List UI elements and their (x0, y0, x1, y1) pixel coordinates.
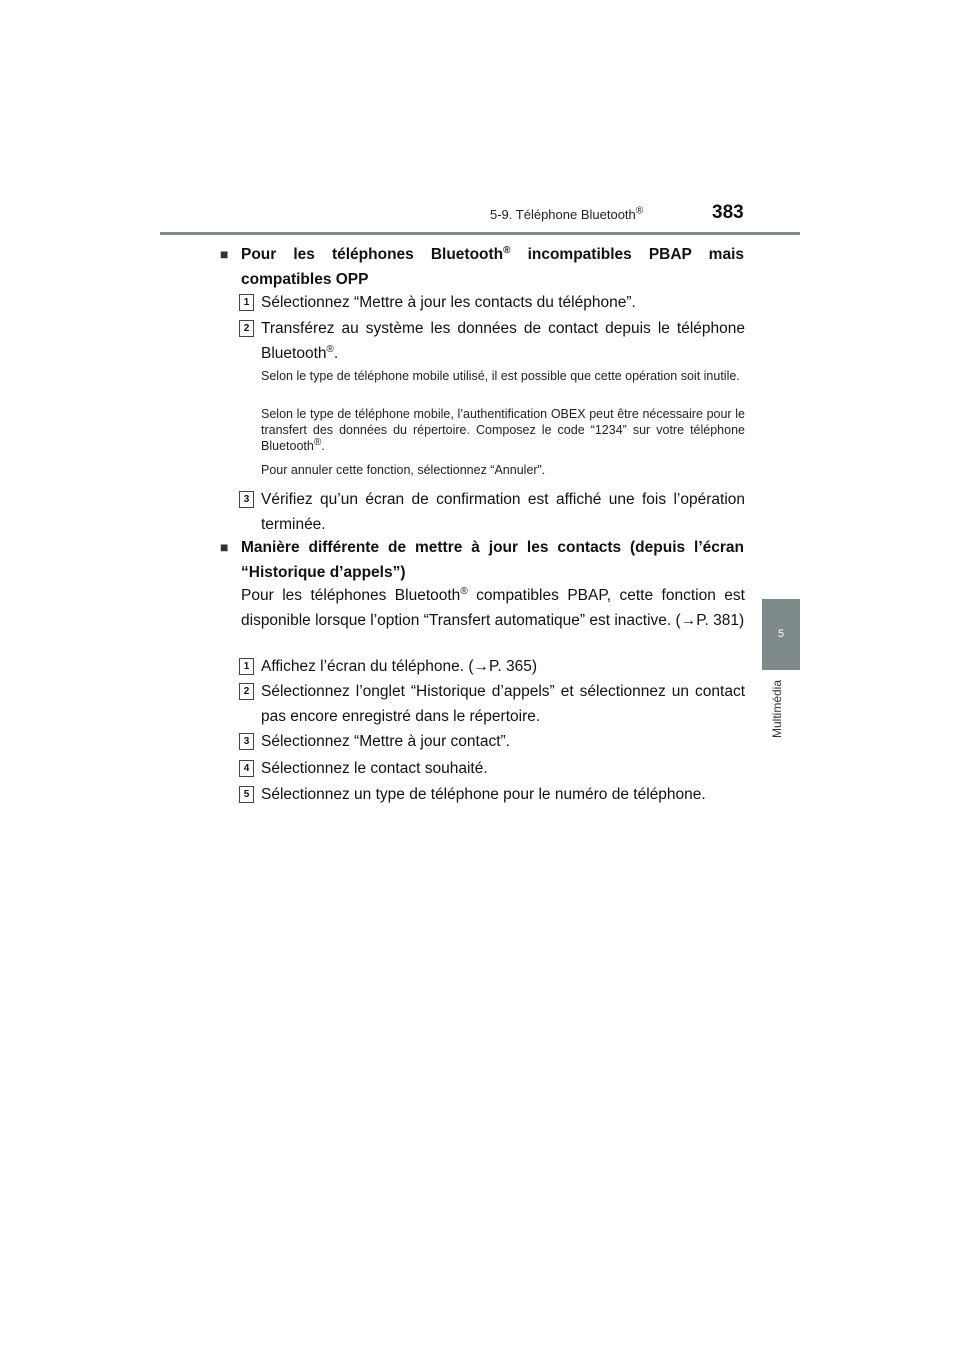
arrow-right-icon: → (473, 658, 490, 675)
square-bullet-icon: ■ (220, 246, 229, 262)
arrow-right-icon: → (680, 612, 697, 629)
step-number-badge: 5 (239, 786, 254, 803)
chapter-tab: 5 (762, 599, 800, 670)
step-item (239, 782, 745, 807)
registered-mark: ® (503, 244, 511, 256)
running-header (490, 207, 643, 222)
step-item (239, 290, 745, 315)
note-text: Selon le type de téléphone mobile, l’authentification OBEX peut être nécessaire pour le transfert des données du répertoire. Composez le code “1234” sur votre téléphone Bluetooth®. (261, 407, 745, 453)
registered-mark: ® (326, 343, 334, 355)
step-number-badge: 3 (239, 491, 254, 508)
step-item (239, 679, 745, 729)
step-number-badge: 2 (239, 320, 254, 337)
registered-mark: ® (460, 585, 468, 597)
step-number-badge: 1 (239, 294, 254, 311)
step-number-badge: 1 (239, 658, 254, 675)
section-heading-text: Manière différente de mettre à jour les contacts (depuis l’écran “Historique d’appels”) (241, 539, 744, 581)
note-text: Pour annuler cette fonction, sélectionnez “Annuler”. (261, 463, 546, 477)
step-text: Sélectionnez “Mettre à jour les contacts du téléphone”. (261, 294, 636, 311)
header-section-title: 5-9. Téléphone Bluetooth (490, 207, 636, 222)
step-item (239, 729, 745, 754)
chapter-title: Multimédia (770, 680, 784, 739)
step-item (239, 316, 745, 366)
registered-mark: ® (635, 205, 644, 217)
note-text: Selon le type de téléphone mobile utilisé, il est possible que cette opération soit inutile. (261, 369, 740, 383)
step-text: Sélectionnez l’onglet “Historique d’appels” et sélectionnez un contact pas encore enregistré dans le répertoire. (261, 683, 745, 725)
section-heading-history (222, 535, 744, 585)
step-item (239, 756, 745, 781)
header-rule (160, 232, 800, 235)
section-heading-text: Pour les téléphones Bluetooth® incompatibles PBAP mais compatibles OPP (241, 244, 744, 288)
step-text: Vérifiez qu’un écran de confirmation est affiché une fois l’opération terminée. (261, 491, 745, 533)
step-item (239, 487, 745, 537)
step-number-badge: 2 (239, 683, 254, 700)
square-bullet-icon: ■ (220, 539, 229, 555)
step-number-badge: 4 (239, 760, 254, 777)
step-item (239, 654, 745, 679)
registered-mark: ® (313, 436, 322, 448)
section-heading-opp (222, 242, 744, 292)
step-number-badge: 3 (239, 733, 254, 750)
intro-paragraph: Pour les téléphones Bluetooth® compatibles PBAP, cette fonction est disponible lorsque l’option “Transfert automatique” est inactive. (→P. 381) (241, 585, 745, 629)
page-number: 383 (712, 202, 744, 223)
step-text: Sélectionnez “Mettre à jour contact”. (261, 733, 510, 750)
step-text: Affichez l’écran du téléphone. (→P. 365) (261, 658, 538, 675)
step-text: Sélectionnez le contact souhaité. (261, 760, 488, 777)
step-text: Sélectionnez un type de téléphone pour le numéro de téléphone. (261, 786, 706, 803)
step-text: Transférez au système les données de contact depuis le téléphone Bluetooth®. (261, 320, 745, 362)
